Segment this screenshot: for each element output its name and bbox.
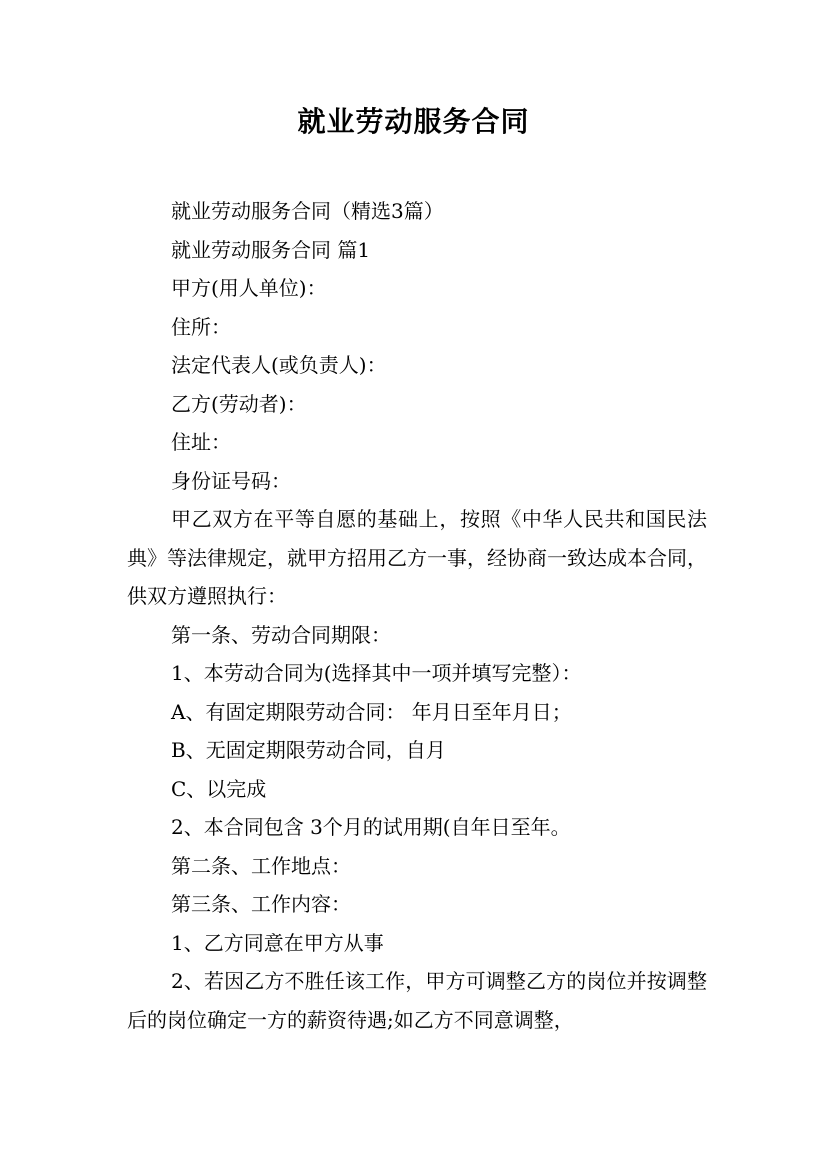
text-line-option-c: C、以完成 (171, 776, 267, 801)
text-line-option-a: A、有固定期限劳动合同： 年月日至年月日； (171, 699, 572, 724)
text-line-option-b: B、无固定期限劳动合同，自月 (171, 738, 446, 762)
paragraph-clause-3-2: 2、若因乙方不胜任该工作，甲方可调整乙方的岗位并按调整后的岗位确定一方的薪资待遇;如乙方不同意调整， (127, 969, 707, 1032)
text-line-clause-1-1: 1、本劳动合同为(选择其中一项并填写完整）： (171, 661, 582, 685)
text-line-clause-3-1: 1、乙方同意在甲方从事 (171, 930, 384, 955)
text-line-residence: 住所： (171, 314, 231, 339)
text-line-article-2: 第二条、工作地点： (171, 853, 351, 878)
paragraph-preamble: 甲乙双方在平等自愿的基础上，按照《中华人民共和国民法典》等法律规定，就甲方招用乙方一事，经协商一致达成本合同，供双方遵照执行： (127, 507, 707, 608)
text-line-address: 住址： (171, 430, 231, 454)
text-line-legal-representative: 法定代表人(或负责人)： (171, 353, 387, 377)
text-line-party-a: 甲方(用人单位)： (171, 276, 327, 300)
text-line-article-3: 第三条、工作内容： (171, 892, 351, 916)
document-body (127, 192, 707, 1039)
text-line-article-1: 第一条、劳动合同期限： (171, 622, 391, 647)
text-line-clause-1-2: 2、本合同包含 3个月的试用期(自年日至年。 (171, 815, 571, 839)
text-line-selection-heading: 就业劳动服务合同（精选3篇） (171, 199, 444, 223)
text-line-article-heading: 就业劳动服务合同 篇1 (171, 237, 371, 262)
document-title: 就业劳动服务合同 (297, 105, 530, 138)
text-line-id-number: 身份证号码： (171, 468, 291, 493)
text-line-party-b: 乙方(劳动者)： (171, 391, 307, 416)
